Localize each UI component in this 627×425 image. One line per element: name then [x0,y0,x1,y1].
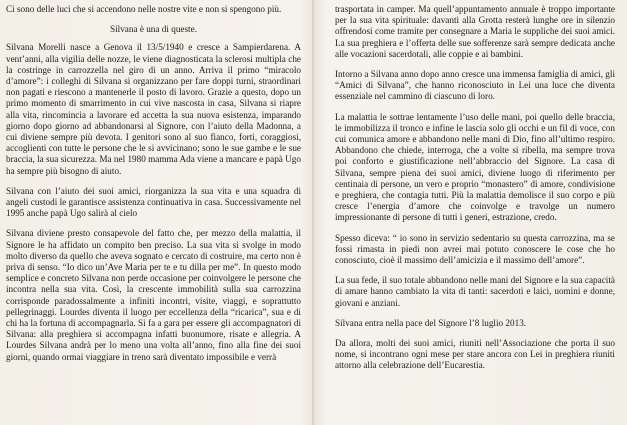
mission-paragraph: Silvana diviene presto consapevole del fatto che, per mezzo della malattia, il Signore le ha affidato un compito ben preciso. La sua vita si svolge in modo molto diverso da quello che aveva sognato e cercato di costruire, ma certo non è priva di senso. “Io dico un’Ave Maria per te e tu dilla per me”. In questo modo semplice e concreto Silvana non perde occasione per coinvolgere le persone che incontra nella sua vita. Così, la crescente immobilità sulla sua carrozzina corrisponde paradossalmente a infiniti incontri, visite, viaggi, e soprattutto pellegrinaggi. Lourdes diventa il luogo per eccellenza della “ricarica”, sua e di chi ha la fortuna di accompagnarla. Si fa a gara per essere gli accompagnatori di Silvana: alla preghiera si accompagna infatti buonumore, risate e allegria. A Lourdes Silvana andrà per lo meno una volta all’anno, fino alla fine dei suoi giorni, quando ormai viaggiare in treno sarà diventato impossibile e verrà [6,228,301,362]
illness-paragraph: La malattia le sottrae lentamente l’uso delle mani, poi quello delle braccia, le immobilizza il tronco e infine le lascia solo gli occhi e un fil di voce, con cui comunica amore e abbandono nelle mani di Dio, fino all’ultimo respiro. Abbandono che chiede, interroga, che a volte si ribella, ma sempre trova poi conforto e giustificazione nell’abbraccio del Signore. La casa di Silvana, sempre piena dei suoi amici, diviene luogo di riferimento per centinaia di persone, un vero e proprio “monastero” di amore, condivisione e preghiera, che contagia tutti. Più la malattia demolisce il suo corpo e più cresce l’energia d’amore che coinvolge e travolge un numero impressionante di persone di tutti i generi, estrazione, credo. [335,111,615,223]
association-paragraph: Da allora, molti dei suoi amici, riuniti nell’Associazione che porta il suo nome, si incontrano ogni mese per stare ancora con Lei in preghiera riuniti attorno alla celebrazione dell’Eucarestia. [335,338,615,371]
death-date-paragraph: Silvana entra nella pace del Signore l’8 luglio 2013. [335,317,527,328]
faith-paragraph: La sua fede, il suo totale abbandono nelle mani del Signore e la sua capacità di amare hanno cambiato la vita di tanti: sacerdoti e laici, uomini e donne, giovani e anziani. [335,275,615,308]
biography-paragraph: Silvana Morelli nasce a Genova il 13/5/1940 e cresce a Sampierdarena. A vent’anni, alla vigilia delle nozze, le viene diagnosticata la sclerosi multipla che la costringe in carrozzella nel giro di un anno. Arriva il primo “miracolo d’amore”: i colleghi di Silvana si organizzano per fare doppi turni, straordinari non pagati e riescono a mantenerle il posto di lavoro. Grazie a questo, dopo un primo momento di smarrimento in cui vive nascosta in casa, Silvana si riapre alla vita, rincomincia a lavorare ed accetta la sua nuova esistenza, imparando giorno dopo giorno ad abbandonarsi al Signore, con l’aiuto della Madonna, a cui diviene sempre più devota. I genitori sono al suo fianco, forti, coraggiosi, accoglienti con tutte le persone che le si avvicinano; sono le sue gambe e le sue braccia, la sua sicurezza. Ma nel 1980 mamma Ada viene a mancare e papà Ugo ha sempre più bisogno di aiuto. [6,42,301,176]
friends-family-paragraph: Intorno a Silvana anno dopo anno cresce una immensa famiglia di amici, gli “Amici di Silvana”, che hanno riconosciuto in Lei una luce che diventa essenziale nel cammino di ciascuno di loro. [335,69,615,102]
left-column [6,4,301,372]
page-fold-divider [312,0,314,425]
intro-subtitle: Silvana è una di queste. [109,24,197,35]
right-column [335,4,615,381]
lourdes-paragraph: trasportata in camper. Ma quell’appuntamento annuale è troppo importante per la sua vita spirituale: davanti alla Grotta resterà lunghe ore in silenzio offrendosi come tramite per consegnare a Maria le suppliche dei suoi amici. La sua preghiera e l’offerta delle sue sofferenze sarà sempre dedicata anche alle vocazioni sacerdotali, alle coppie e ai bambini. [335,4,615,59]
quote-paragraph: Spesso diceva: “ io sono in servizio sedentario su questa carrozzina, ma se fossi rimasta in piedi non avrei mai potuto conoscere le cose che ho conosciuto, cioè il massimo dell’amicizia e il massimo dell’amore”. [335,232,615,266]
friends-support-paragraph: Silvana con l’aiuto dei suoi amici, riorganizza la sua vita e una squadra di angeli custodi le garantisce assistenza continuativa in casa. Successivamente nel 1995 anche papà Ugo salirà al cielo [6,185,301,219]
intro-paragraph: Ci sono delle luci che si accendono nelle nostre vite e non si spengono più. [6,4,282,14]
